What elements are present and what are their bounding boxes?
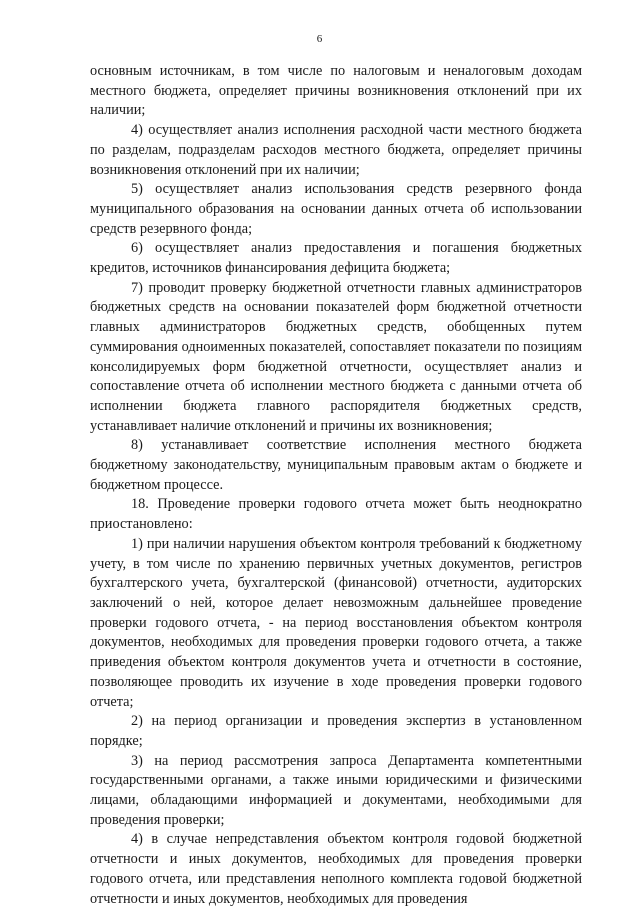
paragraph-item-18-1: 1) при наличии нарушения объектом контроля требований к бюджетному учету, в том числе по хранению первичных учетных документов, регистров бухгалтерского учета, бухгалтерской (финансовой) отчетности, аудиторских заключений о ней, которое делает невозможным дальнейшее проведение проверки годового отчета, - на период восстановления объектом контроля документов, необходимых для проведения проверки годового отчета, а также приведения объектом контроля документов учета и отчетности в состояние, позволяющее проводить их изучение в ходе проведения проверки годового отчета; — [90, 535, 582, 710]
paragraph-continuation: основным источникам, в том числе по налоговым и неналоговым доходам местного бюджета, определяет причины возникновения отклонений при их наличии; — [90, 63, 582, 119]
paragraph-item-5: 5) осуществляет анализ использования средств резервного фонда муниципального образования на основании данных отчета об использовании средств резервного фонда; — [90, 181, 582, 237]
page-number: 6 — [316, 33, 323, 45]
paragraph-section-18: 18. Проведение проверки годового отчета может быть неоднократно приостановлено: — [90, 496, 582, 533]
paragraph-item-18-3: 3) на период рассмотрения запроса Департамента компетентными государственными органами, а также иными юридическими и физическими лицами, обладающими информацией и документами, необходимыми для проведения проверки; — [90, 752, 582, 828]
paragraph-item-4: 4) осуществляет анализ исполнения расходной части местного бюджета по разделам, подразделам расходов местного бюджета, определяет причины возникновения отклонений при их наличии; — [90, 122, 582, 178]
paragraph-item-6: 6) осуществляет анализ предоставления и погашения бюджетных кредитов, источников финансирования дефицита бюджета; — [90, 240, 582, 277]
body-text — [90, 62, 582, 909]
paragraph-item-18-4: 4) в случае непредставления объектом контроля годовой бюджетной отчетности и иных документов, необходимых для проведения проверки годового отчета, или представления неполного комплекта годовой бюджетной отчетности и иных документов, необходимых для проведения — [90, 831, 582, 907]
paragraph-item-8: 8) устанавливает соответствие исполнения местного бюджета бюджетному законодательству, муниципальным правовым актам о бюджете и бюджетном процессе. — [90, 437, 582, 493]
paragraph-item-18-2: 2) на период организации и проведения экспертиз в установленном порядке; — [90, 713, 582, 749]
paragraph-item-7: 7) проводит проверку бюджетной отчетности главных администраторов бюджетных средств на основании показателей форм бюджетной отчетности главных администраторов бюджетных средств, обобщенных путем суммирования одноименных показателей, сопоставляет показатели по позициям консолидируемых форм бюджетной отчетности, осуществляет анализ и сопоставление отчета об исполнении местного бюджета с данными отчета об исполнении бюджета главного распорядителя бюджетных средств, устанавливает наличие отклонений и причины их возникновения; — [90, 279, 582, 434]
